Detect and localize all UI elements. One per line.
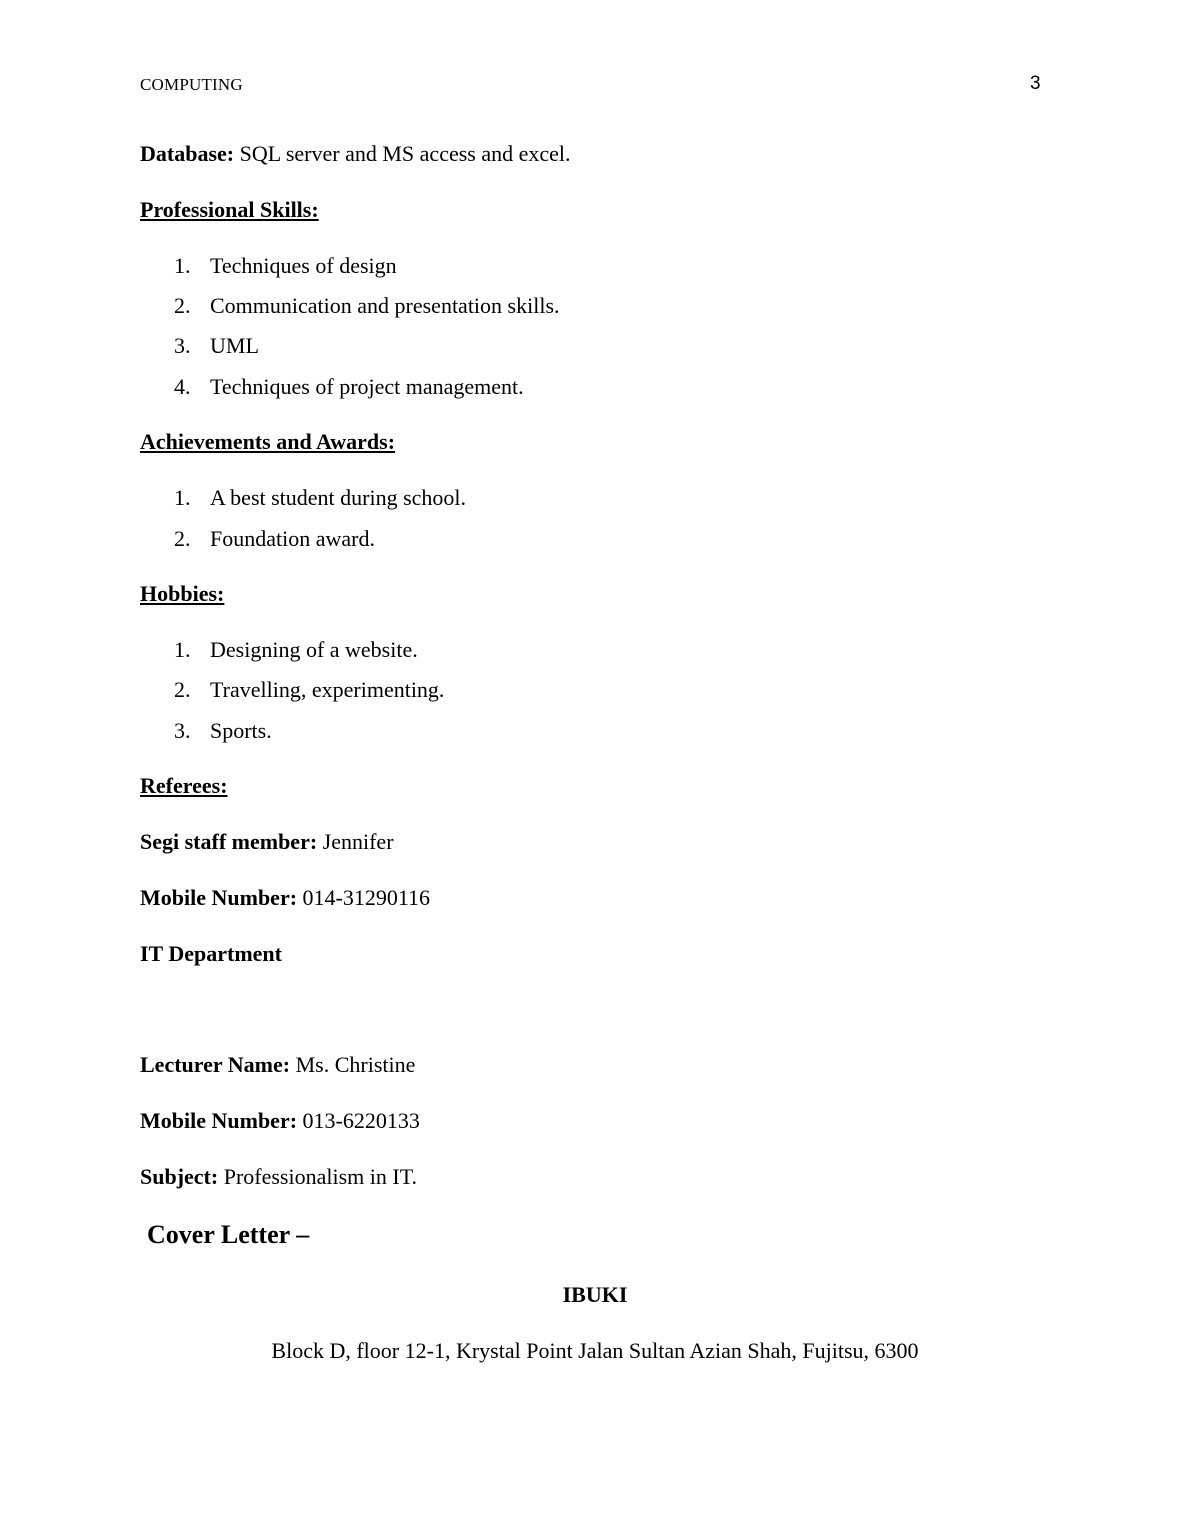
- running-head: COMPUTING: [140, 75, 243, 94]
- lecturer-label: Lecturer Name:: [140, 1052, 291, 1077]
- segi-staff-line: [140, 829, 394, 855]
- mobile-number-label: Mobile Number:: [140, 1108, 298, 1133]
- segi-staff-value: Jennifer: [317, 829, 394, 854]
- list-item-number: 2.: [174, 677, 191, 702]
- list-item: Travelling, experimenting.: [210, 677, 445, 702]
- applicant-name: IBUKI: [562, 1282, 628, 1307]
- hobbies-heading: Hobbies:: [140, 581, 225, 606]
- applicant-address: Block D, floor 12-1, Krystal Point Jalan Sultan Azian Shah, Fujitsu, 6300: [271, 1338, 919, 1363]
- list-item: UML: [210, 333, 259, 358]
- mobile-number-label: Mobile Number:: [140, 885, 298, 910]
- database-label: Database:: [140, 141, 235, 166]
- lecturer-value: Ms. Christine: [290, 1052, 416, 1077]
- list-item-number: 2.: [174, 293, 191, 318]
- referees-heading: Referees:: [140, 773, 228, 798]
- list-item-number: 3.: [174, 333, 191, 358]
- list-item-number: 1.: [174, 637, 191, 662]
- page-number: 3: [1030, 73, 1041, 94]
- list-item-number: 2.: [174, 526, 191, 551]
- professional-skills-heading: Professional Skills:: [140, 197, 319, 222]
- achievements-heading: Achievements and Awards:: [140, 429, 396, 454]
- list-item-number: 1.: [174, 253, 191, 278]
- list-item: Designing of a website.: [210, 637, 418, 662]
- list-item: Techniques of project management.: [210, 374, 524, 399]
- department-line: IT Department: [140, 941, 282, 966]
- list-item-number: 1.: [174, 485, 191, 510]
- mobile-number-line: [140, 1108, 420, 1134]
- list-item: Techniques of design: [210, 253, 397, 278]
- list-item-number: 3.: [174, 718, 191, 743]
- database-value: SQL server and MS access and excel.: [234, 141, 571, 166]
- list-item: A best student during school.: [210, 485, 467, 510]
- list-item: Sports.: [210, 718, 272, 743]
- list-item: Communication and presentation skills.: [210, 293, 560, 318]
- mobile-number-line: [140, 885, 430, 911]
- mobile-number-value: 014-31290116: [297, 885, 431, 910]
- subject-value: Professionalism in IT.: [218, 1164, 418, 1189]
- database-line: [140, 141, 571, 167]
- list-item-number: 4.: [174, 374, 191, 399]
- segi-staff-label: Segi staff member:: [140, 829, 318, 854]
- subject-line: [140, 1164, 417, 1190]
- mobile-number-value: 013-6220133: [297, 1108, 420, 1133]
- list-item: Foundation award.: [210, 526, 375, 551]
- cover-letter-heading: Cover Letter –: [147, 1220, 310, 1249]
- subject-label: Subject:: [140, 1164, 219, 1189]
- lecturer-line: [140, 1052, 415, 1078]
